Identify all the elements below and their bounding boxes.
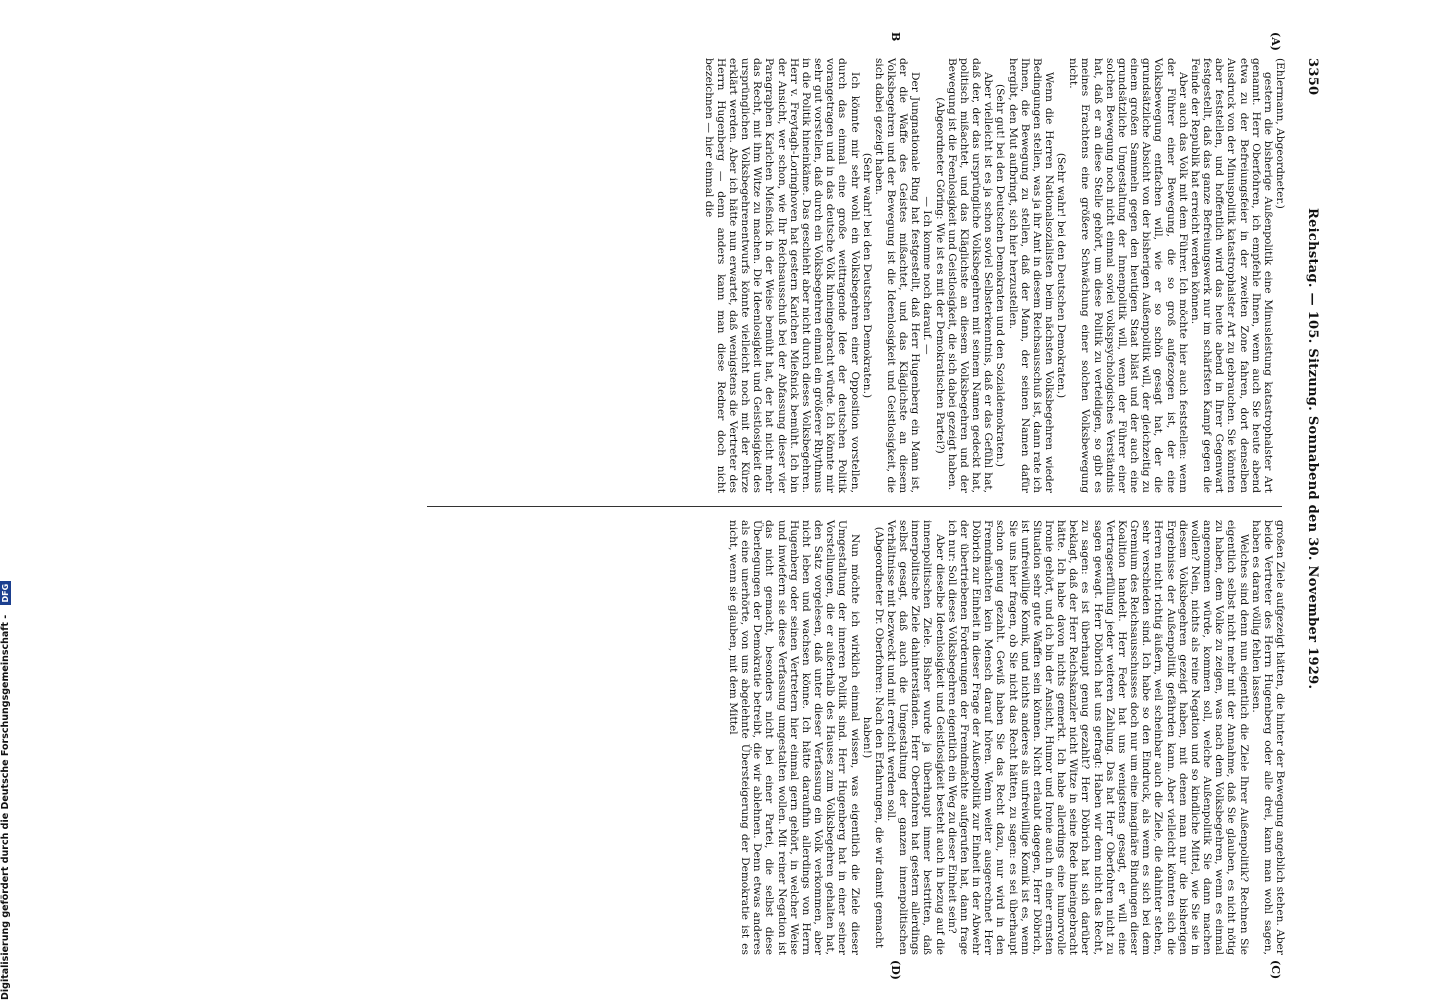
- paragraph: großen Ziele aufgezeigt hätten, die hinter der Bewegung angeblich stehen. Aber beide Vertreter des Herrn Hugenberg oder alle drei, kann man wohl sagen, haben es daran völlig fehlen lassen.: [1249, 520, 1286, 955]
- interjection: (Sehr wahr! bei den Deutschen Demokraten.): [860, 152, 873, 399]
- paragraph: Ich könnte mir sehr wohl ein Volksbegehren einer Opposition vorstellen, durch das einmal eine große weittragende Idee der deutschen Politik vorangetragen und in das deutsche Volk hineingebracht würde. Ich könnte mir sehr gut vorstellen, daß durch ein Volksbegehren einmal ein größerer Rhythmus in die Politik hineinkäme. Das geschieht aber nicht durch dieses Volksbegehren. Herr v. Freytagh-Loringhoven hat gestern Karlchen Mießnick bemüht. Ich bin der Ansicht, wer schon, wie Ihr Reichsausschuß bei der Abfassung dieser vier Paragraphen Karlchen Mießnick in der Weise bemüht hat, der hat nicht mehr das Recht, mit ihm Witze zu machen. Die Ideenlosigkeit und Geistlosigkeit des ursprünglichen Volksbegehrenentwurfs könnte vielleicht noch mit der Kürze erklärt werden. Aber ich hätte nun erwartet, daß wenigstens die Vertreter des Herrn Hugenberg — denn anders kann man diese Redner doch nicht bezeichnen — hier einmal die: [702, 58, 861, 493]
- margin-marker-c: (C): [1269, 960, 1282, 980]
- dfg-logo: DFG: [0, 581, 11, 606]
- right-text-column: [727, 520, 1286, 955]
- left-text-column: [703, 58, 1287, 493]
- paragraph: Aber dieselbe Ideenlosigkeit und Geistlosigkeit besteht auch in bezug auf die innenpolitischen Ziele. Bisher wurde ja überhaupt immer bestritten, daß innerpolitische Ziele dahinterständen. Herr Oberfohren hat gestern allerdings selbst gesagt, daß auch die Umgestaltung der ganzen innenpolitischen Verhältnisse mit bezweckt und mit erreicht werden soll.: [885, 520, 946, 955]
- interjection: (Sehr wahr! bei den Deutschen Demokraten.): [1055, 152, 1068, 399]
- paragraph: Welches sind denn nun eigentlich die Ziele Ihrer Außenpolitik? Rechnen Sie eigentlich selbst nicht mehr mit der Annahme, daß Sie glauben, es nicht nötig zu haben, dem Volke zu zeigen, was nach dem Volksbegehren, wenn es einmal angenommen würde, kommen soll, welche Außenpolitik Sie dann machen wollen? Nein, nichts als reine Negation und so kindliche Mittel, wie Sie sie in diesem Volksbegehren gezeigt haben, mit denen man nur die bisherigen Ergebnisse der Außenpolitik gefährden kann. Aber vielleicht könnten sich die Herren nicht richtig äußern, weil scheinbar auch die Ziele, die dahinter stehen, sehr verschieden sind. Ich habe so den Eindruck, als wenn es sich bei dem Gremium des Reichsausschusses doch nur um eine imaginäre Bindungen dieser Koalition handelt. Herr Feder hat uns wenigstens gesagt, er will eine Vertragserfüllung jeder weiteren Zahlung. Das hat Herr Oberfohren nicht zu sagen gewagt. Herr Döbrich hat uns gefragt: Haben wir denn nicht das Recht, zu sagen: es ist überhaupt genug gezahlt? Herr Döbrich hat sich darüber beklagt, daß der Herr Reichskanzler nicht Witze in seine Rede hineingebracht hätte. Ich habe davon nichts gemerkt. Ich habe allerdings eine humorvolle Ironie gehört, und ich bin der Ansicht, Humor und Ironie auch in einer ernsten Situation sehr gute Waffen sein können. Nicht erlaubt dagegen, Herr Döbrich, ist unfreiwillige Komik, und nichts anderes als unfreiwillige Komik ist es, wenn Sie uns hier fragen, ob Sie nicht das Recht hätten, zu sagen: es sei überhaupt schon genug gezahlt. Gewiß haben Sie das Recht dazu, nur wird in den Fremdmächten kein Mensch darauf hören. Wenn weiter ausgerechnet Herr Döbrich zur Einheit in dieser Frage der Außenpolitik zur Einheit in der Abwehr der übertriebenen Forderungen der Fremdmächte aufgerufen hat, dann frage ich nur: Soll dieses Volksbegehren eigentlich ein Weg zu dieser Einheit sein?: [945, 520, 1250, 955]
- margin-marker-d: (D): [889, 960, 902, 980]
- paragraph: Aber auch das Volk mit dem Führer. Ich möchte hier auch feststellen: wenn der Führer einer Bewegung, die so groß aufgezogen ist, der eine Volksbewegung entfachen will, wie er so schön gesagt hat, der die grundsätzliche Absicht von der bisherigen Außenpolitik will, der gleichzeitig zu einem großen Sammeln gegen den heutigen Staat bläst und der auch eine grundsätzliche Umgestaltung der Innenpolitik will, wenn der Führer einer solchen Bewegung noch nicht einmal soviel volkspsychologisches Verständnis hat, daß er an diese Stelle gehört, um diese Politik zu verteidigen, so gibt es meines Erachtens eine größere Schwächung einer solchen Volksbewegung nicht.: [1067, 58, 1189, 493]
- paragraph: Aber vielleicht ist es ja schon soviel Selbsterkenntnis, daß er das Gefühl hat, daß der, der das ursprüngliche Volksbegehren mit seinem Namen gedeckt hat, politisch mißachtet, und das Kläglichste an diesem Volksbegehren und der Bewegung ist die Feenlosigkeit und Geistlosigkeit, die sich dabei gezeigt haben.: [945, 58, 995, 493]
- margin-marker-a: (A): [1269, 32, 1282, 51]
- digitization-footer: [0, 0, 14, 1000]
- page-number: 3350: [1305, 58, 1320, 96]
- page-header: [1296, 58, 1322, 956]
- paragraph: Wenn die Herren Nationalsozialisten beim nächsten Volksbegehren wieder Bedingungen stellen, was ja ihr Amt in diesem Reichsausschuß ist, dann rate ich Ihnen, die Bewegung zu stellen, daß der Mann, der seinen Namen dafür hergibt, den Mut aufbringt, sich hier herzustellen.: [1006, 58, 1056, 493]
- paragraph: Der Jungnationale Ring hat festgestellt, daß Herr Hugenberg ein Mann ist, der die Waffe des Geistes mißachtet, und das Kläglichste an diesem Volksbegehren und der Bewegung ist die Ideenlosigkeit und Geistlosigkeit, die sich dabei gezeigt haben.: [872, 58, 922, 493]
- paragraph: Nun möchte ich wirklich einmal wissen, was eigentlich die Ziele dieser Umgestaltung der inneren Politik sind. Herr Hugenberg hat in einer seiner Vorstellungen, die er außerhalb des Hauses zum Volksbegehren gehalten hat, den Satz vorgelesen, daß unter dieser Verfassung ein Volk verkommen, aber nicht leben und wachsen könne. Ich hätte daraufhin allerdings von Herrn Hugenberg oder seinen Vertretern hier einmal gern gehört, in welcher Weise und inwiefern sie diese Verfassung umgestalten wollen. Mit reiner Negation ist das nicht gemacht, besonders nicht bei einer Partei, die selbst diese Überlegungen der Demokratie betreibt, die wir ablehnen. Denn etwas anderes als eine unerhörte, von uns abgelehnte Übersteigerung der Demokratie ist es nicht, wenn sie glauben, mit dem Mittel: [726, 520, 861, 955]
- speaker-line: (Ehlermann, Abgeordneter.): [1274, 58, 1286, 209]
- interjection: (Sehr gut! bei den Deutschen Demokraten und den Sozialdemokraten.): [994, 83, 1007, 468]
- interjection: (Abgeordneter Göring: Wie ist es mit der Demokratischen Partei?): [933, 97, 946, 454]
- interjection: — Ich komme noch darauf. —: [921, 196, 934, 355]
- footer-text: Digitalisierung gefördert durch die Deutsche Forschungsgemeinschaft -: [0, 614, 11, 1000]
- interjection: (Abgeordneter Dr. Oberfohren: Nach den Erfahrungen, die wir damit gemacht haben!): [860, 526, 885, 949]
- margin-marker-b: B: [889, 32, 902, 42]
- page-title: Reichstag. — 105. Sitzung. Sonnabend den 30. November 1929.: [1305, 208, 1320, 690]
- column-divider: [427, 506, 1282, 507]
- rotated-document-page: [110, 32, 1322, 980]
- paragraph: gestern die bisherige Außenpolitik eine Minusleistung katastrophalster Art genannt. Herr Oberfohren, ich empfehle Ihnen, wenn auch Sie heute abend etwa zu der Befreiungsfeier in der zweiten Zone fahren, dort denselben Ausdruck von der Minuspolitik katastrophalster Art zu gebrauchen. Sie könnten aber feststellen, und hoffentlich wird das heute abend in Ihrer Gegenwart festgestellt, daß das ganze Befreiungswerk nur im schärfsten Kampf gegen die Feinde der Republik hat erreicht werden können.: [1188, 58, 1274, 493]
